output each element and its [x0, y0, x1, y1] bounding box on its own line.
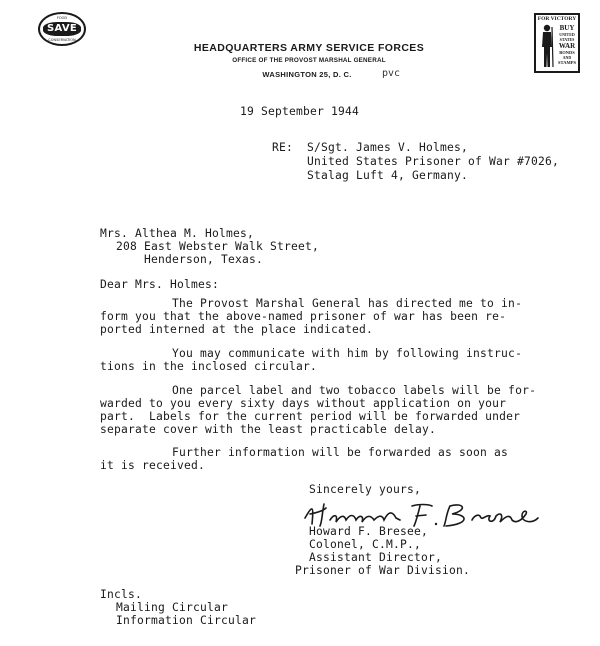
closing: Sincerely yours, — [309, 483, 422, 496]
typist-initials: pvc — [382, 68, 401, 79]
stamp-line: BUY — [559, 24, 575, 32]
body-line: Further information will be forwarded as soon as — [172, 446, 509, 459]
stamp-line: WAR — [558, 42, 576, 50]
stamp-line: STATES — [559, 37, 575, 42]
save-logo-top-text: FOOD — [56, 16, 68, 20]
letterhead-office: OFFICE OF THE PROVOST MARSHAL GENERAL — [232, 57, 386, 64]
body-line: One parcel label and two tobacco labels will be for- — [172, 384, 537, 397]
body-line: warded to you every sixty days without application on your — [100, 397, 507, 410]
enclosure-item: Information Circular — [116, 614, 257, 627]
save-logo-text: SAVE — [43, 22, 81, 36]
recipient-name: Mrs. Althea M. Holmes, — [100, 227, 255, 240]
body-line: form you that the above-named prisoner of war has been re- — [100, 310, 507, 323]
stamp-line: STAMPS — [558, 60, 576, 65]
body-line: tions in the inclosed circular. — [100, 360, 318, 373]
body-line: it is received. — [100, 459, 206, 472]
war-bonds-stamp — [534, 13, 580, 73]
re-line: S/Sgt. James V. Holmes, — [307, 141, 469, 154]
save-logo — [38, 12, 86, 46]
letterhead-title: HEADQUARTERS ARMY SERVICE FORCES — [193, 42, 425, 54]
re-line: Stalag Luft 4, Germany. — [307, 169, 469, 182]
signer-rank: Colonel, C.M.P., — [309, 538, 422, 551]
recipient-street: 208 East Webster Walk Street, — [116, 240, 320, 253]
recipient-city: Henderson, Texas. — [144, 253, 264, 266]
letter-date: 19 September 1944 — [240, 105, 360, 118]
re-label: RE: — [272, 141, 294, 154]
stamp-line: AND — [562, 55, 572, 60]
signer-division: Prisoner of War Division. — [295, 564, 471, 577]
enclosure-item: Mailing Circular — [116, 601, 229, 614]
body-line: ported interned at the place indicated. — [100, 323, 374, 336]
body-line: You may communicate with him by following instruc- — [172, 347, 523, 360]
body-line: separate cover with the least practicable delay. — [100, 423, 437, 436]
stamp-header: FOR VICTORY — [537, 16, 577, 22]
signer-title: Assistant Director, — [309, 551, 443, 564]
enclosures-label: Incls. — [100, 588, 143, 601]
stamp-line: UNITED — [559, 32, 575, 37]
body-line: The Provost Marshal General has directed me to in- — [172, 297, 523, 310]
letterhead-city: WASHINGTON 25, D. C. — [262, 70, 352, 79]
stamp-line: BONDS — [559, 50, 575, 55]
soldier-icon — [538, 23, 556, 69]
re-line: United States Prisoner of War #7026, — [307, 155, 560, 168]
body-line: part. Labels for the current period will be forwarded under — [100, 410, 521, 423]
save-logo-bottom-text: CONSERVATION — [48, 38, 76, 42]
salutation: Dear Mrs. Holmes: — [100, 278, 220, 291]
signer-name: Howard F. Bresee, — [309, 525, 429, 538]
